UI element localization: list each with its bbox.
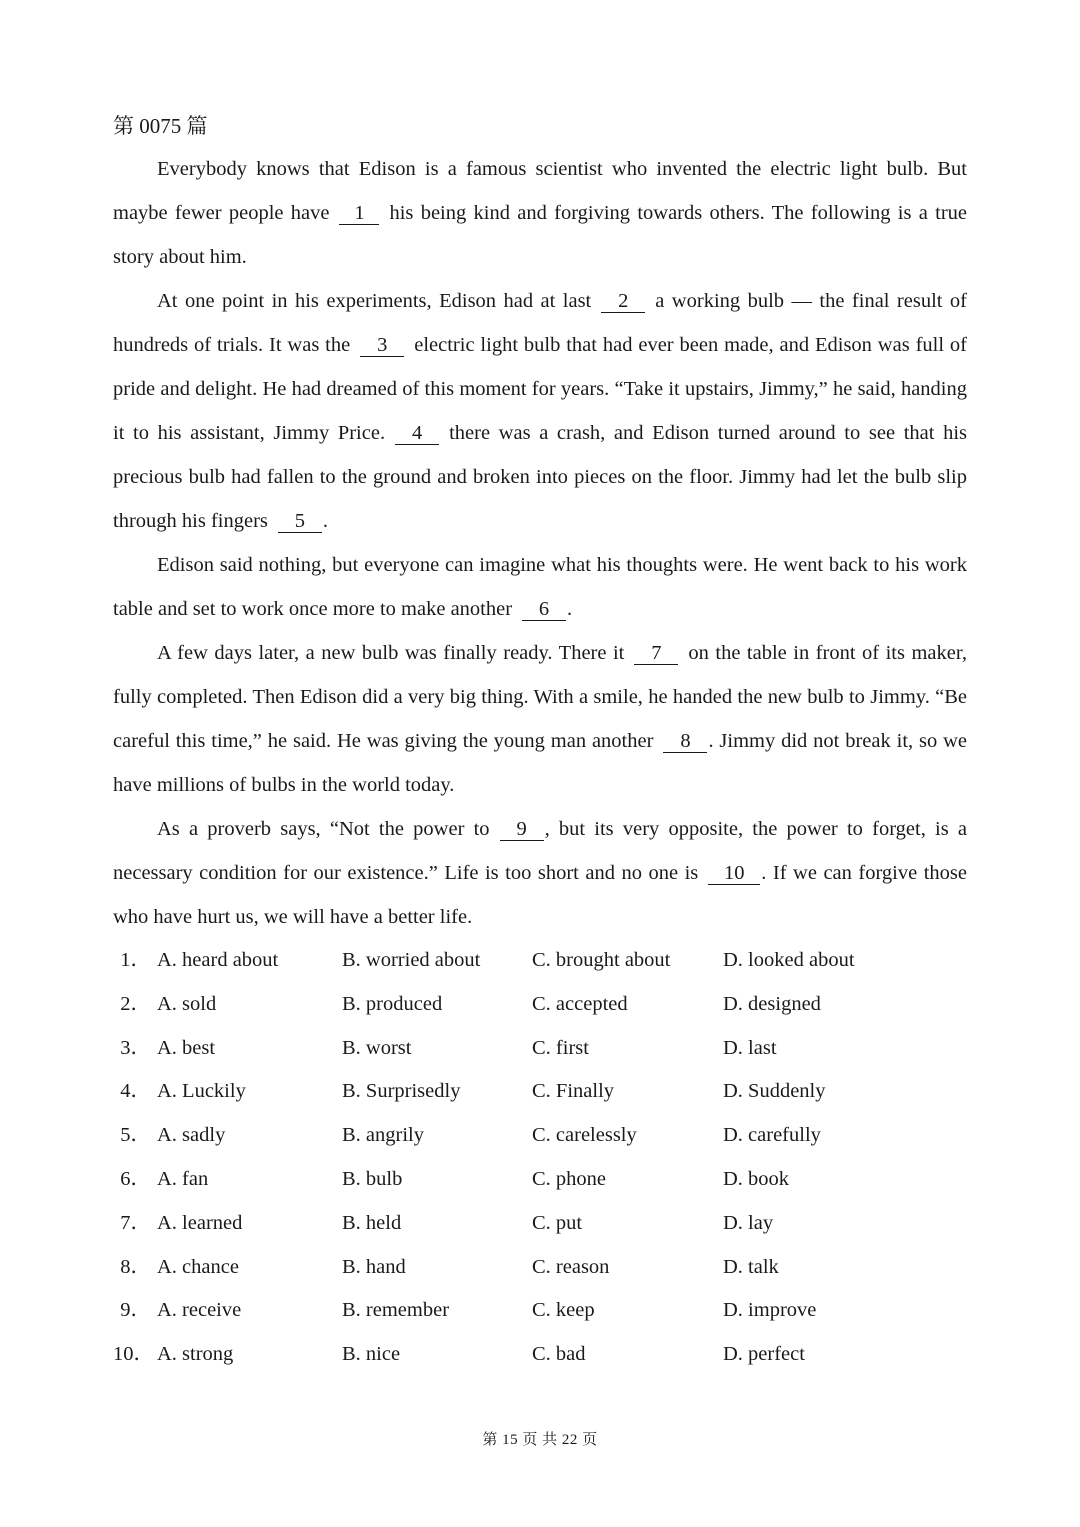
option-c: C. bad (532, 1343, 586, 1366)
blank-5: 5 (278, 510, 322, 533)
passage-text: Edison said nothing, but everyone can imagine what his thoughts were. He went back to his work table and set to work once more to make another (113, 554, 967, 620)
option-d: D. carefully (723, 1124, 821, 1147)
question-row (113, 983, 967, 1027)
question-number: 1． (120, 949, 151, 971)
option-d: D. book (723, 1167, 790, 1190)
article-title: 第 0075 篇 (113, 114, 208, 138)
question-row (113, 1158, 967, 1202)
passage-text: a working bulb — the final result of hundreds of trials. It was the (113, 290, 967, 356)
passage-paragraph-4 (113, 631, 967, 807)
question-number: 9． (120, 1299, 151, 1322)
option-a: A. heard about (157, 949, 279, 971)
question-number: 6． (120, 1167, 151, 1190)
passage-paragraph-1 (113, 147, 967, 279)
option-b: B. remember (342, 1299, 450, 1322)
passage-text: , but its very opposite, the power to forget, is a necessary condition for our existence.” Life is too short and no one is (113, 818, 967, 884)
passage-text: . If we can forgive those who have hurt us, we will have a better life. (113, 862, 967, 928)
option-b: B. bulb (342, 1167, 403, 1190)
option-c: C. put (532, 1211, 583, 1234)
question-number: 4． (120, 1080, 151, 1103)
question-number: 2． (120, 992, 151, 1015)
blank-10: 10 (708, 862, 760, 885)
option-a: A. best (157, 1036, 216, 1059)
option-b: B. worst (342, 1036, 412, 1059)
blank-8: 8 (663, 730, 707, 753)
passage-text: there was a crash, and Edison turned around to see that his precious bulb had fallen to the ground and broken into pieces on the floor. Jimmy had let the bulb slip through his fingers (113, 422, 967, 532)
option-a: A. chance (157, 1255, 239, 1278)
option-a: A. learned (157, 1211, 243, 1234)
blank-1: 1 (339, 202, 379, 225)
option-a: A. sold (157, 992, 217, 1015)
option-c: C. reason (532, 1255, 610, 1278)
passage-text: his being kind and forgiving towards others. The following is a true story about him. (113, 202, 967, 268)
passage-text: electric light bulb that had ever been made, and Edison was full of pride and delight. He had dreamed of this moment for years. “Take it upstairs, Jimmy,” he said, handing it to his assistant, Jimmy Price. (113, 334, 968, 444)
option-c: C. phone (532, 1167, 607, 1190)
option-b: B. Surprisedly (342, 1080, 461, 1103)
question-number: 7． (120, 1211, 151, 1234)
option-a: A. Luckily (157, 1080, 246, 1103)
question-number: 3． (120, 1036, 151, 1059)
blank-6: 6 (522, 598, 566, 621)
option-b: B. angrily (342, 1124, 424, 1147)
option-c: C. accepted (532, 992, 628, 1015)
option-c: C. carelessly (532, 1124, 637, 1147)
option-a: A. sadly (157, 1124, 226, 1147)
passage-text: on the table in front of its maker, fully completed. Then Edison did a very big thing. With a smile, he handed the new bulb to Jimmy. “Be careful this time,” he said. He was giving the young man another (113, 642, 967, 752)
option-d: D. talk (723, 1255, 779, 1278)
option-d: D. looked about (723, 949, 855, 971)
question-row (113, 1289, 967, 1333)
document-page (113, 108, 967, 1377)
passage-text: At one point in his experiments, Edison had at last (157, 290, 592, 312)
question-row (113, 1114, 967, 1158)
question-row (113, 1333, 967, 1377)
option-a: A. fan (157, 1167, 209, 1190)
page-footer: 第 15 页 共 22 页 (482, 1432, 598, 1448)
option-d: D. Suddenly (723, 1080, 826, 1103)
option-a: A. receive (157, 1299, 242, 1322)
option-a: A. strong (157, 1343, 234, 1366)
option-c: C. first (532, 1036, 589, 1059)
option-b: B. worried about (342, 949, 481, 971)
option-c: C. keep (532, 1299, 595, 1322)
option-d: D. designed (723, 992, 821, 1015)
question-row (113, 939, 967, 983)
question-number: 10． (113, 1343, 154, 1366)
question-number: 5． (120, 1124, 151, 1147)
passage-text: . Jimmy did not break it, so we have millions of bulbs in the world today. (113, 730, 967, 796)
option-b: B. produced (342, 992, 443, 1015)
blank-2: 2 (601, 290, 645, 313)
option-b: B. nice (342, 1343, 401, 1366)
blank-3: 3 (360, 334, 404, 357)
blank-4: 4 (395, 422, 439, 445)
passage-text: A few days later, a new bulb was finally ready. There it (157, 642, 625, 664)
question-number: 8． (120, 1255, 151, 1278)
option-d: D. last (723, 1036, 777, 1059)
blank-7: 7 (634, 642, 678, 665)
passage-text: Everybody knows that Edison is a famous scientist who invented the electric light bulb. But maybe fewer people have (113, 158, 967, 224)
passage-paragraph-2 (113, 279, 967, 543)
passage-text: As a proverb says, “Not the power to (157, 818, 490, 840)
option-c: C. Finally (532, 1080, 615, 1103)
option-d: D. perfect (723, 1343, 805, 1366)
question-list (113, 939, 967, 1377)
question-row (113, 1202, 967, 1246)
passage-paragraph-5 (113, 807, 967, 939)
passage-paragraph-3 (113, 543, 967, 631)
option-b: B. held (342, 1211, 402, 1234)
blank-9: 9 (500, 818, 544, 841)
question-row (113, 1246, 967, 1290)
option-b: B. hand (342, 1255, 406, 1278)
option-c: C. brought about (532, 949, 671, 971)
passage-text: . (322, 510, 328, 532)
question-row (113, 1070, 967, 1114)
question-row (113, 1027, 967, 1071)
option-d: D. lay (723, 1211, 774, 1234)
passage-text: . (567, 598, 573, 620)
option-d: D. improve (723, 1299, 817, 1322)
